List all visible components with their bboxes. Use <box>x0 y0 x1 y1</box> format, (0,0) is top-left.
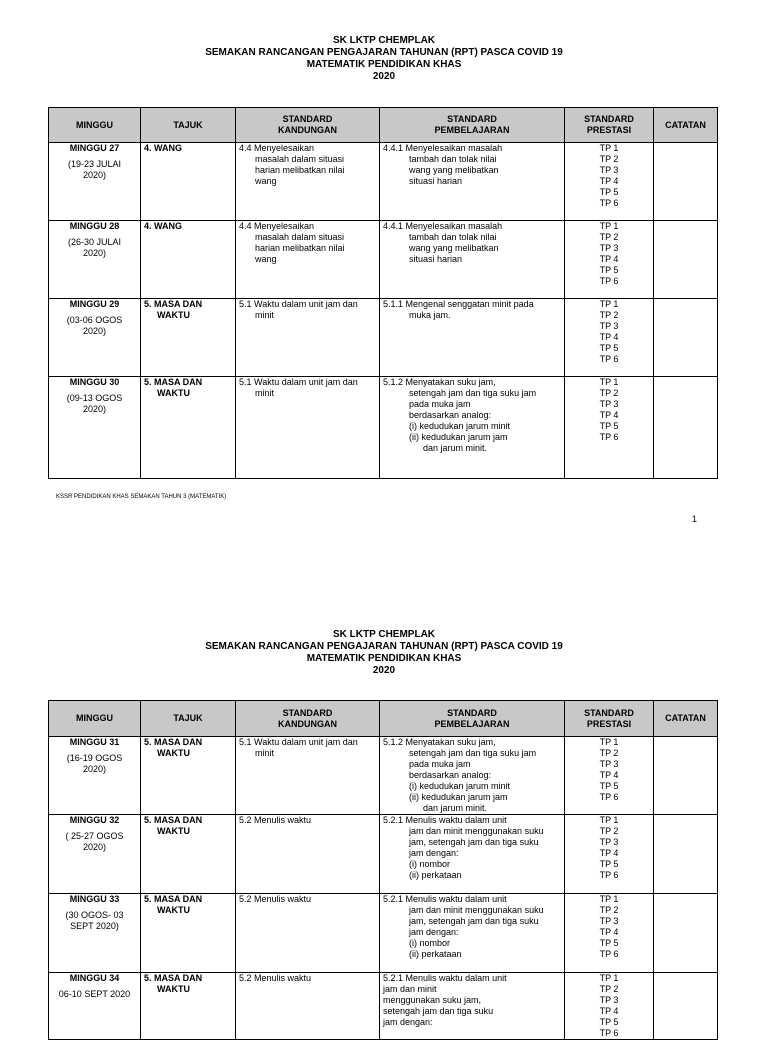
cell-tajuk <box>141 221 236 299</box>
tp-level: TP 2 <box>599 232 619 242</box>
sp-number: 4.4.1 <box>383 143 404 153</box>
date-line: (26-30 JULAI <box>67 237 122 247</box>
date-line: (19-23 JULAI <box>67 159 122 169</box>
cell-minggu <box>49 221 141 299</box>
week-date <box>52 989 137 1000</box>
table-row <box>49 815 718 894</box>
sk-text: Menulis waktu <box>254 973 312 983</box>
week-label: MINGGU 31 <box>69 737 120 747</box>
cell-catatan <box>654 221 718 299</box>
cell-minggu <box>49 737 141 815</box>
date-line: ( 25-27 OGOS <box>65 831 124 841</box>
tp-level: TP 4 <box>599 770 619 780</box>
sp-line <box>383 143 561 154</box>
sk-number: 5.1 <box>239 299 252 309</box>
date-line: (03-06 OGOS <box>66 315 123 325</box>
sp-text: Menulis waktu dalam unit <box>405 815 507 825</box>
topic-line: 5. MASA DAN <box>144 815 203 825</box>
tp-level: TP 1 <box>599 815 619 825</box>
date-line: 2020) <box>82 248 107 258</box>
sk-line <box>239 815 376 826</box>
tp-level: TP 6 <box>599 949 619 959</box>
sp-line: (ii) kedudukan jarum jam <box>409 792 508 802</box>
cell-standard-kandungan <box>236 377 380 479</box>
sk-text: Menulis waktu <box>254 815 312 825</box>
topic-line: 5. MASA DAN <box>144 894 203 904</box>
topic-line: 4. WANG <box>144 143 183 153</box>
cell-standard-prestasi <box>565 221 654 299</box>
sk-line <box>239 973 376 984</box>
cell-catatan <box>654 894 718 973</box>
col-standard-pembelajaran: STANDARD PEMBELAJARAN <box>380 108 565 143</box>
topic-line: WAKTU <box>157 905 190 915</box>
sp-line <box>383 894 561 905</box>
sp-line: jam dengan: <box>409 927 459 937</box>
sp-line: wang yang melibatkan <box>409 243 499 253</box>
tp-level: TP 1 <box>599 299 619 309</box>
sp-line: menggunakan suku jam, <box>383 995 482 1005</box>
col-standard-pembelajaran: STANDARD PEMBELAJARAN <box>380 701 565 737</box>
table-row <box>49 894 718 973</box>
tp-level: TP 4 <box>599 254 619 264</box>
cell-catatan <box>654 377 718 479</box>
sp-line <box>383 221 561 232</box>
sp-line: tambah dan tolak nilai <box>409 154 497 164</box>
week-label: MINGGU 29 <box>69 299 120 309</box>
date-line: SEPT 2020) <box>70 921 119 931</box>
cell-standard-pembelajaran <box>380 221 565 299</box>
cell-catatan <box>654 143 718 221</box>
week-label: MINGGU 30 <box>69 377 120 387</box>
sk-line <box>239 143 376 154</box>
sp-number: 4.4.1 <box>383 221 404 231</box>
topic-line: 5. MASA DAN <box>144 737 203 747</box>
sk-line: harian melibatkan nilai <box>255 165 345 175</box>
sp-number: 5.2.1 <box>383 973 404 983</box>
tp-level: TP 2 <box>599 905 619 915</box>
sk-line: masalah dalam situasi <box>255 232 345 242</box>
cell-standard-pembelajaran <box>380 737 565 815</box>
cell-standard-kandungan <box>236 894 380 973</box>
topic-line: 4. WANG <box>144 221 183 231</box>
sk-line: minit <box>255 388 275 398</box>
tp-level: TP 3 <box>599 243 619 253</box>
table-row <box>49 973 718 1040</box>
topic-line: WAKTU <box>157 748 190 758</box>
week-date <box>52 393 137 415</box>
sp-line: situasi harian <box>409 176 463 186</box>
sp-line: berdasarkan analog: <box>409 770 492 780</box>
cell-tajuk <box>141 143 236 221</box>
topic-line: WAKTU <box>157 984 190 994</box>
sk-text: Menyelesaikan <box>254 143 315 153</box>
sp-number: 5.2.1 <box>383 815 404 825</box>
cell-standard-kandungan <box>236 221 380 299</box>
sp-line: setengah jam dan tiga suku jam <box>409 748 537 758</box>
tp-level: TP 6 <box>599 198 619 208</box>
date-line: (16-19 OGOS <box>66 753 123 763</box>
sp-number: 5.1.2 <box>383 737 404 747</box>
sp-text: Menulis waktu dalam unit <box>405 894 507 904</box>
col-minggu: MINGGU <box>49 701 141 737</box>
sp-line: wang yang melibatkan <box>409 165 499 175</box>
topic-line: 5. MASA DAN <box>144 973 203 983</box>
cell-standard-prestasi <box>565 815 654 894</box>
cell-tajuk <box>141 377 236 479</box>
sp-line: jam dan minit menggunakan suku <box>409 826 544 836</box>
sp-number: 5.2.1 <box>383 894 404 904</box>
sp-line: jam dan minit <box>383 984 437 994</box>
tp-level: TP 3 <box>599 837 619 847</box>
cell-standard-prestasi <box>565 299 654 377</box>
tp-level: TP 3 <box>599 995 619 1005</box>
tp-level: TP 3 <box>599 916 619 926</box>
tp-level: TP 5 <box>599 421 619 431</box>
cell-minggu <box>49 143 141 221</box>
sk-text: Menyelesaikan <box>254 221 315 231</box>
week-date <box>52 159 137 181</box>
cell-tajuk <box>141 815 236 894</box>
cell-standard-prestasi <box>565 894 654 973</box>
page2-header <box>0 629 768 677</box>
document-title: SEMAKAN RANCANGAN PENGAJARAN TAHUNAN (RPT) PASCA COVID 19 <box>205 641 563 652</box>
sp-text: Menulis waktu dalam unit <box>405 973 507 983</box>
topic-line: 5. MASA DAN <box>144 299 203 309</box>
sk-number: 4.4 <box>239 143 252 153</box>
page-number: 1 <box>692 514 698 524</box>
sk-line <box>239 377 376 388</box>
sp-line: situasi harian <box>409 254 463 264</box>
tp-level: TP 3 <box>599 399 619 409</box>
date-line: 06-10 SEPT 2020 <box>58 989 131 999</box>
table-header-row <box>49 701 718 737</box>
footer-note: KSSR PENDIDIKAN KHAS SEMAKAN TAHUN 3 (MATEMATIK) <box>56 494 227 500</box>
tp-level: TP 6 <box>599 870 619 880</box>
tp-level: TP 4 <box>599 1006 619 1016</box>
page1-header <box>0 35 768 83</box>
week-date <box>52 910 137 932</box>
date-line: 2020) <box>82 404 107 414</box>
tp-level: TP 2 <box>599 388 619 398</box>
tp-level: TP 2 <box>599 984 619 994</box>
col-tajuk: TAJUK <box>141 108 236 143</box>
sp-line: (ii) kedudukan jarum jam <box>409 432 508 442</box>
sp-line: (ii) perkataan <box>409 949 462 959</box>
year-label: 2020 <box>372 665 396 676</box>
table-row <box>49 299 718 377</box>
col-standard-kandungan: STANDARD KANDUNGAN <box>236 701 380 737</box>
sp-line: jam dengan: <box>409 848 459 858</box>
cell-standard-kandungan <box>236 973 380 1040</box>
cell-standard-pembelajaran <box>380 377 565 479</box>
cell-standard-pembelajaran <box>380 299 565 377</box>
tp-level: TP 5 <box>599 938 619 948</box>
sp-line: setengah jam dan tiga suku <box>383 1006 494 1016</box>
sk-line: masalah dalam situasi <box>255 154 345 164</box>
tp-level: TP 1 <box>599 894 619 904</box>
cell-minggu <box>49 377 141 479</box>
sp-line: (i) kedudukan jarum minit <box>409 781 511 791</box>
sp-line: setengah jam dan tiga suku jam <box>409 388 537 398</box>
tp-level: TP 2 <box>599 748 619 758</box>
cell-standard-kandungan <box>236 815 380 894</box>
sk-line: minit <box>255 310 275 320</box>
cell-standard-pembelajaran <box>380 815 565 894</box>
cell-standard-prestasi <box>565 737 654 815</box>
week-label: MINGGU 28 <box>69 221 120 231</box>
cell-catatan <box>654 973 718 1040</box>
sk-number: 5.1 <box>239 737 252 747</box>
subject-title: MATEMATIK PENDIDIKAN KHAS <box>306 653 462 664</box>
sk-line <box>239 299 376 310</box>
sp-text: Menyelesaikan masalah <box>405 221 503 231</box>
sp-line: jam dengan: <box>383 1017 433 1027</box>
date-line: 2020) <box>82 170 107 180</box>
sk-number: 5.2 <box>239 815 252 825</box>
date-line: 2020) <box>82 326 107 336</box>
cell-catatan <box>654 815 718 894</box>
tp-level: TP 6 <box>599 354 619 364</box>
sk-number: 4.4 <box>239 221 252 231</box>
tp-level: TP 5 <box>599 1017 619 1027</box>
cell-minggu <box>49 815 141 894</box>
week-label: MINGGU 27 <box>69 143 120 153</box>
cell-standard-pembelajaran <box>380 143 565 221</box>
sp-text: Mengenal senggatan minit pada <box>405 299 534 309</box>
cell-catatan <box>654 299 718 377</box>
sk-line: minit <box>255 748 275 758</box>
cell-standard-prestasi <box>565 973 654 1040</box>
week-date <box>52 237 137 259</box>
cell-minggu <box>49 973 141 1040</box>
sk-text: Waktu dalam unit jam dan <box>254 377 358 387</box>
cell-standard-pembelajaran <box>380 973 565 1040</box>
sk-line <box>239 221 376 232</box>
table-row <box>49 143 718 221</box>
tp-level: TP 6 <box>599 432 619 442</box>
topic-line: WAKTU <box>157 826 190 836</box>
cell-tajuk <box>141 894 236 973</box>
cell-tajuk <box>141 973 236 1040</box>
date-line: 2020) <box>82 842 107 852</box>
sk-number: 5.2 <box>239 973 252 983</box>
sp-line: muka jam. <box>409 310 451 320</box>
tp-level: TP 4 <box>599 927 619 937</box>
sp-text: Menyatakan suku jam, <box>405 377 496 387</box>
week-label: MINGGU 33 <box>69 894 120 904</box>
tp-level: TP 1 <box>599 973 619 983</box>
week-date <box>52 753 137 775</box>
sk-text: Waktu dalam unit jam dan <box>254 299 358 309</box>
cell-standard-kandungan <box>236 143 380 221</box>
sk-text: Menulis waktu <box>254 894 312 904</box>
tp-level: TP 4 <box>599 848 619 858</box>
sp-line <box>383 377 561 388</box>
table-header-row <box>49 108 718 143</box>
sp-number: 5.1.1 <box>383 299 404 309</box>
cell-tajuk <box>141 737 236 815</box>
sp-line: pada muka jam <box>409 399 471 409</box>
sp-line <box>383 815 561 826</box>
sp-line: (i) nombor <box>409 938 451 948</box>
year-label: 2020 <box>372 71 396 82</box>
sk-line: wang <box>255 254 277 264</box>
tp-level: TP 5 <box>599 859 619 869</box>
table-row <box>49 377 718 479</box>
topic-line: WAKTU <box>157 388 190 398</box>
tp-level: TP 6 <box>599 792 619 802</box>
cell-standard-pembelajaran <box>380 894 565 973</box>
col-minggu: MINGGU <box>49 108 141 143</box>
sp-line: tambah dan tolak nilai <box>409 232 497 242</box>
sp-line: (i) kedudukan jarum minit <box>409 421 511 431</box>
tp-level: TP 1 <box>599 737 619 747</box>
table-row <box>49 221 718 299</box>
cell-catatan <box>654 737 718 815</box>
tp-level: TP 3 <box>599 165 619 175</box>
subject-title: MATEMATIK PENDIDIKAN KHAS <box>306 59 462 70</box>
cell-standard-kandungan <box>236 299 380 377</box>
sp-line <box>383 299 561 310</box>
tp-level: TP 5 <box>599 343 619 353</box>
week-label: MINGGU 32 <box>69 815 120 825</box>
tp-level: TP 3 <box>599 759 619 769</box>
tp-level: TP 1 <box>599 143 619 153</box>
tp-level: TP 4 <box>599 176 619 186</box>
tp-level: TP 2 <box>599 154 619 164</box>
sp-line <box>383 973 561 984</box>
tp-level: TP 1 <box>599 221 619 231</box>
col-standard-prestasi: STANDARD PRESTASI <box>565 108 654 143</box>
table-row <box>49 737 718 815</box>
date-line: (30 OGOS- 03 <box>65 910 124 920</box>
tp-level: TP 4 <box>599 410 619 420</box>
sk-line <box>239 737 376 748</box>
tp-level: TP 1 <box>599 377 619 387</box>
tp-level: TP 6 <box>599 1028 619 1038</box>
sk-line <box>239 894 376 905</box>
cell-standard-kandungan <box>236 737 380 815</box>
sp-text: Menyelesaikan masalah <box>405 143 503 153</box>
sp-text: Menyatakan suku jam, <box>405 737 496 747</box>
sk-number: 5.1 <box>239 377 252 387</box>
cell-standard-prestasi <box>565 377 654 479</box>
sp-line: jam, setengah jam dan tiga suku <box>409 837 539 847</box>
sp-line: berdasarkan analog: <box>409 410 492 420</box>
tp-level: TP 5 <box>599 265 619 275</box>
col-standard-kandungan: STANDARD KANDUNGAN <box>236 108 380 143</box>
sk-text: Waktu dalam unit jam dan <box>254 737 358 747</box>
date-line: (09-13 OGOS <box>66 393 123 403</box>
school-name: SK LKTP CHEMPLAK <box>332 35 436 46</box>
week-date <box>52 315 137 337</box>
sp-line: dan jarum minit. <box>423 443 488 453</box>
sp-line: jam, setengah jam dan tiga suku <box>409 916 539 926</box>
week-date <box>52 831 137 853</box>
rpt-table-page2 <box>48 700 718 1040</box>
sp-line: (i) nombor <box>409 859 451 869</box>
sk-number: 5.2 <box>239 894 252 904</box>
cell-tajuk <box>141 299 236 377</box>
tp-level: TP 6 <box>599 276 619 286</box>
tp-level: TP 5 <box>599 187 619 197</box>
topic-line: 5. MASA DAN <box>144 377 203 387</box>
sp-line: (ii) perkataan <box>409 870 462 880</box>
sp-line: jam dan minit menggunakan suku <box>409 905 544 915</box>
col-catatan: CATATAN <box>654 701 718 737</box>
sp-line: pada muka jam <box>409 759 471 769</box>
sp-line <box>383 737 561 748</box>
tp-level: TP 2 <box>599 826 619 836</box>
school-name: SK LKTP CHEMPLAK <box>332 629 436 640</box>
tp-level: TP 2 <box>599 310 619 320</box>
rpt-table-page1 <box>48 107 718 479</box>
topic-line: WAKTU <box>157 310 190 320</box>
cell-minggu <box>49 894 141 973</box>
sp-line: dan jarum minit. <box>423 803 488 813</box>
document-title: SEMAKAN RANCANGAN PENGAJARAN TAHUNAN (RPT) PASCA COVID 19 <box>205 47 563 58</box>
col-standard-prestasi: STANDARD PRESTASI <box>565 701 654 737</box>
tp-level: TP 4 <box>599 332 619 342</box>
sk-line: wang <box>255 176 277 186</box>
sk-line: harian melibatkan nilai <box>255 243 345 253</box>
cell-standard-prestasi <box>565 143 654 221</box>
col-catatan: CATATAN <box>654 108 718 143</box>
tp-level: TP 3 <box>599 321 619 331</box>
sp-number: 5.1.2 <box>383 377 404 387</box>
col-tajuk: TAJUK <box>141 701 236 737</box>
week-label: MINGGU 34 <box>69 973 120 983</box>
tp-level: TP 5 <box>599 781 619 791</box>
cell-minggu <box>49 299 141 377</box>
date-line: 2020) <box>82 764 107 774</box>
